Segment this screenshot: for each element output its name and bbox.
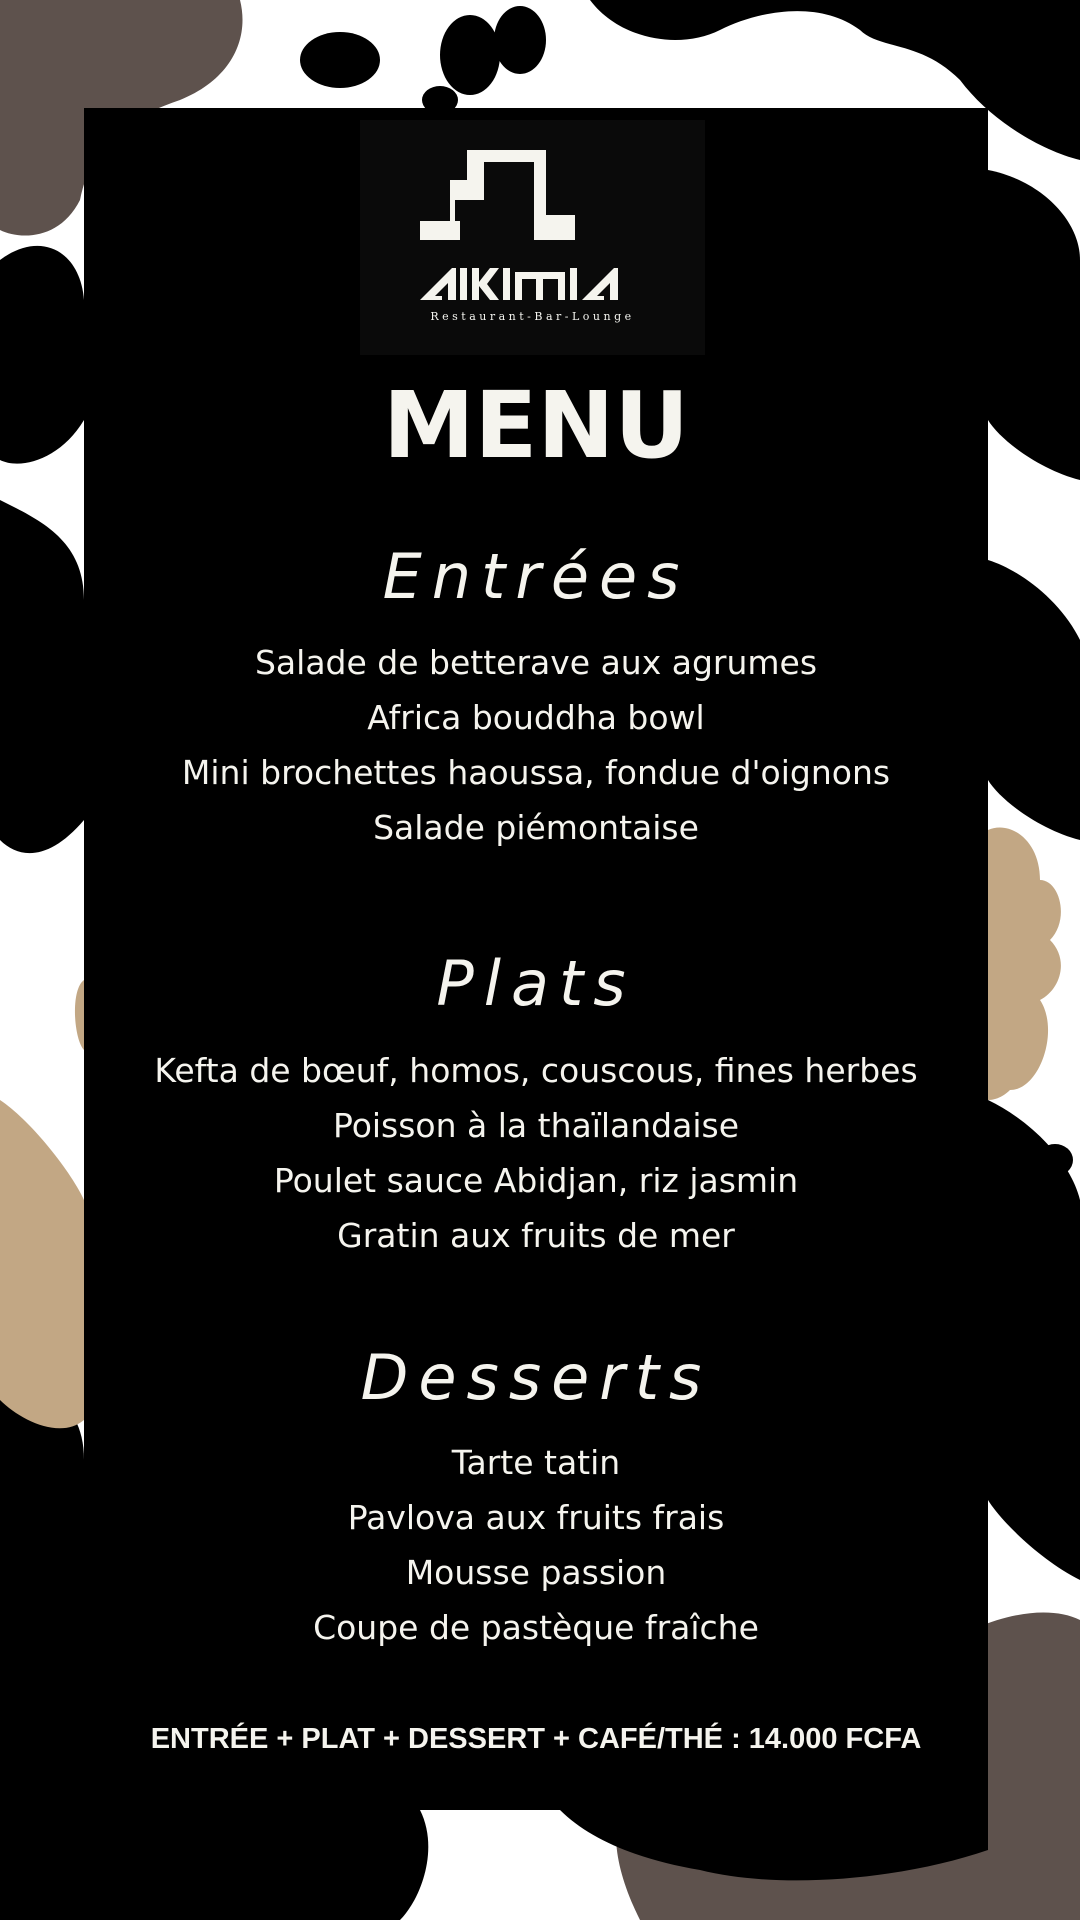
- menu-item: Salade piémontaise: [373, 808, 699, 847]
- menu-item: Pavlova aux fruits frais: [347, 1498, 725, 1537]
- section-title-desserts: Desserts: [360, 1341, 712, 1414]
- set-menu-price: ENTRÉE + PLAT + DESSERT + CAFÉ/THÉ : 14.000 FCFA: [150, 1723, 922, 1755]
- black-blob-right-1: [1030, 667, 1080, 703]
- section-title-entrees: Entrées: [382, 540, 690, 613]
- menu-item: Mousse passion: [405, 1553, 667, 1592]
- black-blob-top-3: [494, 6, 546, 74]
- menu-item: Africa bouddha bowl: [367, 698, 705, 737]
- menu-item: Coupe de pastèque fraîche: [313, 1608, 759, 1647]
- menu-item: Salade de betterave aux agrumes: [254, 643, 818, 682]
- black-leaf-right-1: [988, 170, 1080, 480]
- menu-item: Kefta de bœuf, homos, couscous, fines herbes: [154, 1051, 918, 1090]
- desserts-list: [84, 1435, 988, 1655]
- black-blob-right-3: [1040, 1211, 1068, 1259]
- menu-item: Poisson à la thaïlandaise: [332, 1106, 740, 1145]
- menu-item: Mini brochettes haoussa, fondue d'oignons: [181, 753, 891, 792]
- sand-leaf-right: [988, 827, 1061, 1100]
- black-leaf-left-1: [0, 246, 84, 464]
- black-leaf-left-2: [0, 500, 84, 853]
- brand-tagline: Restaurant-Bar-Lounge: [430, 310, 635, 323]
- menu-item: Tarte tatin: [451, 1443, 621, 1482]
- sand-leaf-left-2: [75, 980, 84, 1050]
- plats-list: [84, 1043, 988, 1263]
- black-blob-top-1: [300, 32, 380, 88]
- black-blob-top-2: [440, 15, 500, 95]
- entrees-list: [84, 635, 988, 855]
- section-title-plats: Plats: [436, 947, 636, 1020]
- brand-logo: [360, 120, 705, 355]
- menu-title: MENU: [382, 372, 690, 479]
- menu-item: Poulet sauce Abidjan, riz jasmin: [273, 1161, 799, 1200]
- sand-leaf-left-1: [0, 1100, 84, 1428]
- black-shape-bottom-left: [84, 1810, 428, 1920]
- black-blob-left: [22, 1466, 58, 1494]
- black-blob-right-2: [1037, 1144, 1073, 1176]
- menu-item: Gratin aux fruits de mer: [337, 1216, 735, 1255]
